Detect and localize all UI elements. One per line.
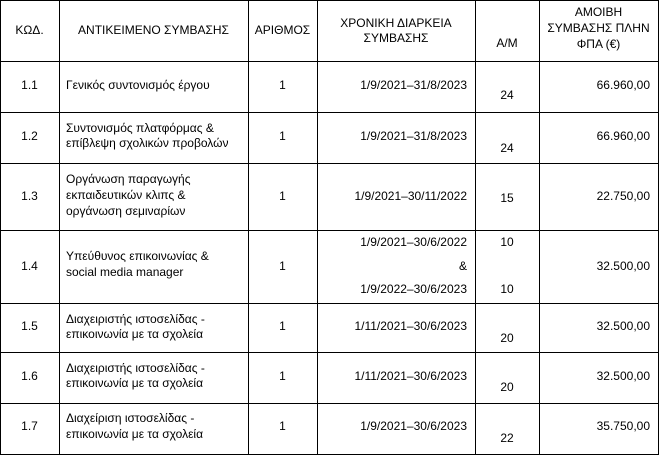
header-number: ΑΡΙΘΜΟΣ bbox=[254, 23, 311, 37]
row-number: 1 bbox=[279, 319, 286, 333]
row-code: 1.3 bbox=[21, 189, 38, 203]
row-subject: Διαχειριστής ιστοσελίδας - bbox=[66, 312, 205, 326]
row-fee: 35.750,00 bbox=[596, 419, 650, 433]
column-divider bbox=[317, 0, 318, 455]
header-code: ΚΩΔ. bbox=[15, 23, 44, 37]
row-code: 1.1 bbox=[21, 78, 38, 92]
row-number: 1 bbox=[279, 259, 286, 273]
row-am: 15 bbox=[500, 191, 514, 205]
row-subject: εκπαιδευτικών κλιπς & bbox=[66, 188, 186, 202]
column-divider bbox=[248, 0, 249, 455]
row-subject: επικοινωνία με τα σχολεία bbox=[66, 427, 204, 441]
row-subject: επικοινωνία με τα σχολεία bbox=[66, 327, 204, 341]
row-subject: Οργάνωση παραγωγής bbox=[66, 172, 191, 186]
row-divider bbox=[0, 61, 659, 62]
column-divider bbox=[59, 0, 60, 455]
row-divider bbox=[0, 303, 659, 304]
row-am: 22 bbox=[500, 431, 514, 445]
row-subject: οργάνωση σεμιναρίων bbox=[66, 204, 186, 218]
row-am: 24 bbox=[500, 141, 514, 155]
header-am: Α/Μ bbox=[496, 36, 518, 50]
row-code: 1.6 bbox=[21, 369, 38, 383]
row-duration: 1/9/2021–31/8/2023 bbox=[360, 78, 467, 92]
row-number: 1 bbox=[279, 369, 286, 383]
row-fee: 66.960,00 bbox=[596, 129, 650, 143]
row-divider bbox=[0, 230, 659, 231]
row-duration: 1/9/2021–31/8/2023 bbox=[360, 129, 467, 143]
row-number: 1 bbox=[279, 78, 286, 92]
row-subject: Συντονισμός πλατφόρμας & bbox=[66, 121, 214, 135]
row-code: 1.5 bbox=[21, 319, 38, 333]
row-divider bbox=[0, 403, 659, 404]
row-am: 20 bbox=[500, 331, 514, 345]
row-subject: social media manager bbox=[66, 265, 184, 279]
column-divider bbox=[539, 0, 540, 455]
row-code: 1.4 bbox=[21, 259, 38, 273]
row-divider bbox=[0, 454, 659, 455]
row-am: 10 bbox=[500, 282, 514, 296]
row-duration: 1/9/2021–30/6/2022 bbox=[360, 235, 467, 249]
row-divider bbox=[0, 112, 659, 113]
row-number: 1 bbox=[279, 419, 286, 433]
row-subject: Διαχειριστής ιστοσελίδας - bbox=[66, 361, 205, 375]
row-subject: επικοινωνία με τα σχολεία bbox=[66, 376, 204, 390]
header-fee-line1: ΑΜΟΙΒΗ bbox=[574, 5, 623, 19]
header-fee-line2: ΣΥΜΒΑΣΗΣ ΠΛΗΝ bbox=[547, 21, 650, 35]
row-fee: 32.500,00 bbox=[596, 369, 650, 383]
row-am: 10 bbox=[500, 235, 514, 249]
row-code: 1.2 bbox=[21, 129, 38, 143]
row-divider bbox=[0, 163, 659, 164]
row-divider bbox=[0, 352, 659, 353]
row-divider bbox=[0, 0, 659, 1]
row-duration: 1/11/2021–30/6/2023 bbox=[354, 369, 467, 383]
header-subject: ΑΝΤΙΚΕΙΜΕΝΟ ΣΥΜΒΑΣΗΣ bbox=[78, 23, 229, 37]
row-subject: επίβλεψη σχολικών προβολών bbox=[66, 136, 229, 150]
row-number: 1 bbox=[279, 189, 286, 203]
row-fee: 66.960,00 bbox=[596, 78, 650, 92]
row-duration: 1/9/2021–30/11/2022 bbox=[354, 189, 467, 203]
row-subject: Υπεύθυνος επικοινωνίας & bbox=[66, 249, 209, 263]
row-duration: & bbox=[458, 259, 467, 273]
header-fee-line3: ΦΠΑ (€) bbox=[576, 37, 621, 51]
row-subject: Γενικός συντονισμός έργου bbox=[66, 78, 210, 92]
column-divider bbox=[0, 0, 1, 455]
row-code: 1.7 bbox=[21, 419, 38, 433]
header-duration-line1: ΧΡΟΝΙΚΗ ΔΙΑΡΚΕΙΑ bbox=[340, 16, 452, 30]
row-fee: 32.500,00 bbox=[596, 259, 650, 273]
row-fee: 22.750,00 bbox=[596, 189, 650, 203]
row-am: 20 bbox=[500, 380, 514, 394]
row-number: 1 bbox=[279, 129, 286, 143]
row-duration: 1/9/2021–30/6/2023 bbox=[360, 419, 467, 433]
row-duration: 1/9/2022–30/6/2023 bbox=[360, 282, 467, 296]
row-subject: Διαχείριση ιστοσελίδας - bbox=[66, 411, 195, 425]
header-duration-line2: ΣΥΜΒΑΣΗΣ bbox=[363, 31, 429, 45]
row-fee: 32.500,00 bbox=[596, 319, 650, 333]
row-duration: 1/11/2021–30/6/2023 bbox=[354, 319, 467, 333]
row-am: 24 bbox=[500, 88, 514, 102]
